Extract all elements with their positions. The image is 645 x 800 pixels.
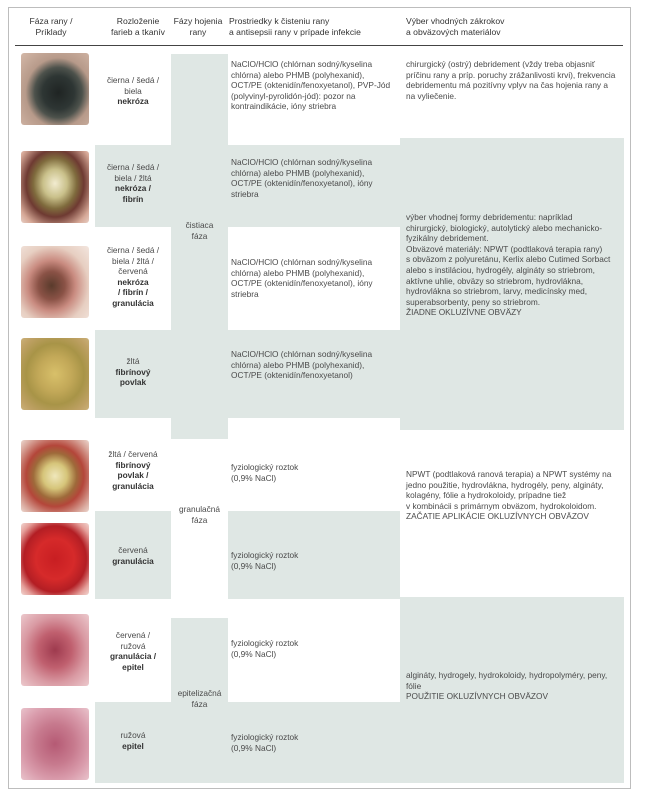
color-cell-5 [95,449,171,491]
tissue-label: fibrínový povlak / granulácia [112,459,154,491]
procedures-cell-epithelization: algináty, hydrogely, hydrokoloidy, hydropolyméry, peny, fólie POUŽITIE OKLUZÍVNYCH OBVÄZOV [406,670,608,702]
wound-photo-granulation [21,523,89,595]
color-text: čierna / šedá / biela / žltá [106,162,160,183]
wound-photo-necrosis [21,53,89,125]
color-cell-3 [95,245,171,309]
color-cell-1 [95,75,171,107]
color-text: žltá [126,356,140,366]
cleaning-cell-3: NaClO/HClO (chlórnan sodný/kyselina chlórna) alebo PHMB (polyhexanid), OCT/PE (oktenidín/fenoxyetanol), ióny striebra [231,257,373,299]
color-text: čierna / šedá / biela [106,75,160,96]
cleaning-cell-6: fyziologický roztok (0,9% NaCl) [231,550,299,571]
color-cell-2 [95,162,171,204]
color-text: ružová [120,730,146,740]
wound-photo-epithel [21,708,89,780]
header-healing-phases: Fázy hojenia rany [173,16,223,37]
cleaning-cell-2: NaClO/HClO (chlórnan sodný/kyselina chlórna) alebo PHMB (polyhexanid), OCT/PE (oktenidín/fenoxyetanol), ióny striebra [231,157,373,199]
wound-phase-table [9,8,630,788]
cleaning-cell-7: fyziologický roztok (0,9% NaCl) [231,638,299,659]
tissue-label: granulácia / epitel [109,651,157,672]
cleaning-cell-8: fyziologický roztok (0,9% NaCl) [231,732,299,753]
tissue-label: nekróza / fibrín / granulácia [112,276,154,308]
tissue-label: fibrínový povlak [115,366,151,388]
tissue-label: epitel [122,740,144,751]
cleaning-cell-1: NaClO/HClO (chlórnan sodný/kyselina chlórna) alebo PHMB (polyhexanid), OCT/PE (oktenidín/fenoxyetanol), PVP-Jód (polyvinyl-pyrolidón-jód): pozor na kontraindikácie, ióny striebra [231,59,391,112]
wound-photo-mixed-tissue [21,246,89,318]
wound-photo-necrosis-fibrin [21,151,89,223]
procedures-cell-cleansing: výber vhodnej formy debridementu: napríklad chirurgický, biologický, autolytický alebo mechanicko-fyzikálny debridement. Obväzové materiály: NPWT (podtlaková terapia rany) s obväzom z polyuretánu, Kerlix alebo Cutimed Sorbact alebo s instiláciou, hydrogély, algináty so striebrom, aktívne uhlie, obväzy so striebrom, hydrovlákna, hydrovlákna so striebrom, larvy, medicínsky med, superabsorbenty, peny so striebrom. ŽIADNE OKLUZÍVNE OBVÄZY [406,212,611,318]
tissue-label: nekróza [117,96,149,107]
cleaning-cell-5: fyziologický roztok (0,9% NaCl) [231,462,299,483]
phase-band-cleansing [171,54,228,439]
tissue-label: nekróza / fibrín [115,183,151,204]
color-text: červená / ružová [115,630,151,651]
color-text: červená [118,545,148,555]
color-cell-4 [95,356,171,388]
color-cell-8 [95,730,171,751]
header-cleaning-agents: Prostriedky k čisteniu rany a antisepsii rany v prípade infekcie [229,16,361,37]
header-procedures: Výber vhodných zákrokov a obväzových materiálov [406,16,505,37]
color-cell-6 [95,545,171,566]
header-color-distribution: Rozloženie farieb a tkanív [111,16,165,37]
procedures-cell-debridement: chirurgický (ostrý) debridement (vždy treba objasniť príčinu rany a príp. poruchy zrážanlivosti krvi), frekvencia debridementu má pozitívny vplyv na čas hojenia rany a na vyliečenie. [406,59,616,101]
phase-label-granulation: granulačná fáza [178,504,221,525]
header-wound-phase: Fáza rany / Príklady [29,16,73,37]
color-cell-7 [95,630,171,672]
phase-label-cleansing: čistiaca fáza [185,220,214,241]
procedures-cell-granulation: NPWT (podtlaková ranová terapia) a NPWT systémy na jedno použitie, hydrovlákna, hydrogély, peny, algináty, kolagény, fólie a hydrokoloidy, prípadne tiež v kombinácii s primárnym obväzom, hydrokoloidom. ZAČATIE APLIKÁCIE OKLUZÍVNYCH OBVÄZOV [406,469,612,522]
tissue-label: granulácia [112,555,154,566]
header-divider [15,45,623,46]
phase-label-epithelization: epitelizačná fáza [177,688,222,709]
color-text: čierna / šedá / biela / žltá / červená [106,245,160,277]
color-text: žltá / červená [108,449,158,459]
wound-photo-granulation-epithel [21,614,89,686]
wound-photo-fibrin-granulation [21,440,89,512]
wound-photo-fibrin [21,338,89,410]
wound-table-frame [8,7,631,789]
cleaning-cell-4: NaClO/HClO (chlórnan sodný/kyselina chlórna) alebo PHMB (polyhexanid), OCT/PE (oktenidín/fenoxyetanol) [231,349,373,381]
